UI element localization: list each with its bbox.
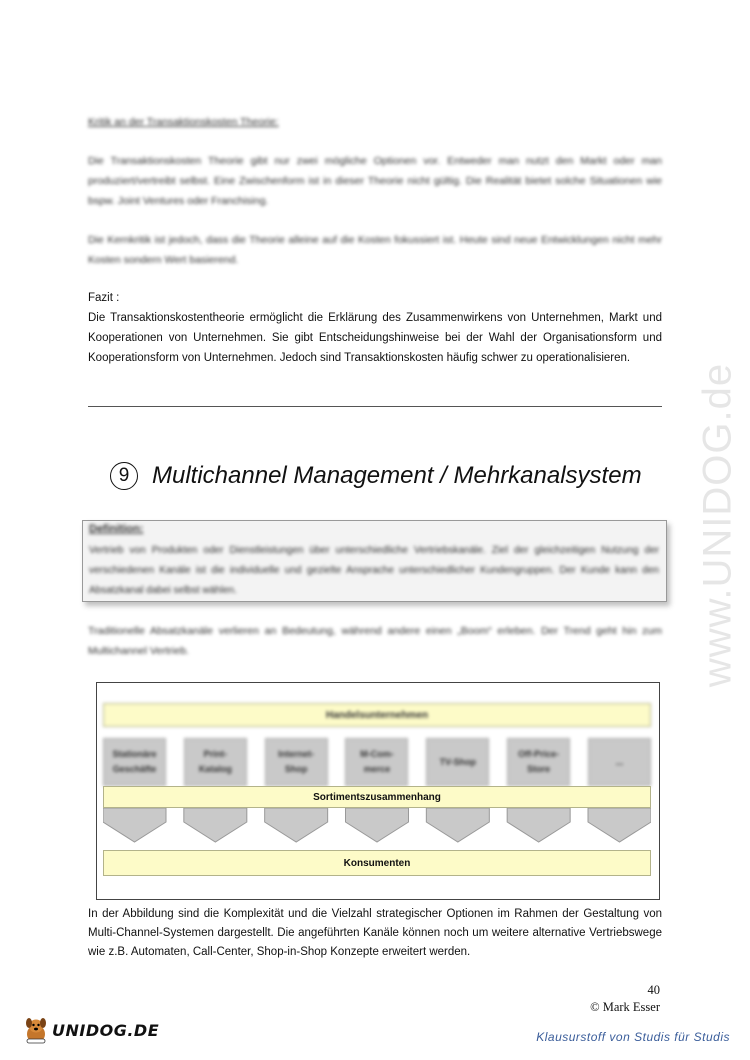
channel-chevron [184,808,247,842]
site-watermark: www.UNIDOG.de [695,362,740,688]
channel-cell: Off-Price- Store [507,738,570,786]
channel-cell: ... [588,738,651,786]
diagram-middle-bar: Sortimentszusammenhang [103,786,651,808]
unidog-logo [22,1015,159,1045]
logo-text: UNIDOG.DE [52,1020,160,1040]
footer-tagline: Klausurstoff von Studis für Studis [536,1030,730,1044]
page-number: 40 [647,983,660,997]
section-number: 9 [110,462,138,490]
channel-chevron [507,808,570,842]
channel-chevron [426,808,489,842]
diagram-bottom-bar: Konsumenten [103,850,651,876]
channel-cell: TV-Shop [426,738,489,786]
channel-cell: M-Com- merce [345,738,408,786]
channel-cells [103,738,651,786]
fazit-block [88,288,662,368]
section-divider [88,406,662,407]
channel-cell: Print- Katalog [184,738,247,786]
fazit-label: Fazit : [88,292,120,304]
diagram-top-bar: Handelsunternehmen [103,703,651,727]
blurred-critique-paragraph-1: Die Transaktionskosten Theorie gibt nur zwei mögliche Optionen vor. Entweder man nutzt den Markt oder man produziert/vertreibt selbst. Eine Zwischenform ist in dieser Theorie nicht gültig. Die Realität bietet solche Situationen wie bspw. Joint Ventures oder Franchising. [88,155,662,207]
blurred-intro-paragraph: Traditionelle Absatzkanäle verlieren an Bedeutung, während andere einen „Boom“ erleben. Der Trend geht hin zum Multichannel Vertrieb. [88,625,662,657]
channel-chevron [588,808,651,842]
blurred-critique-heading: Kritik an der Transaktionskosten Theorie: [88,116,279,128]
page-footer [590,982,660,1016]
copyright: © Mark Esser [590,1000,660,1014]
definition-box [82,520,667,602]
definition-text: Vertrieb von Produkten oder Dienstleistungen über unterschiedliche Vertriebskanäle. Ziel der gleichzeitigen Nutzung der verschiedenen Kanäle ist die individuelle und gezielte Ansprache unterschiedlicher Kundengruppen. Der Kunde kann den Absatzkanal dabei selbst wählen. [89,545,659,596]
multichannel-diagram [96,682,660,900]
channel-chevron [265,808,328,842]
channel-chevrons [103,808,651,844]
channel-cell: Stationäre Geschäfte [103,738,166,786]
dog-mascot-icon [22,1015,50,1045]
channel-chevron [346,808,409,842]
section-heading [110,462,642,490]
closing-paragraph: In der Abbildung sind die Komplexität und die Vielzahl strategischer Optionen im Rahmen der Gestaltung von Multi-Channel-Systemen dargestellt. Die angeführten Kanäle können noch um weitere alternative Vertriebswege wie z.B. Automaten, Call-Center, Shop-in-Shop Konzepte erweitert werden. [88,908,662,958]
section-title: Multichannel Management / Mehrkanalsystem [152,462,642,489]
fazit-text: Die Transaktionskostentheorie ermöglicht die Erklärung des Zusammenwirkens von Unternehmen, Markt und Kooperationen von Unternehmen. Sie gibt Entscheidungshinweise bei der Wahl der Organisationsform und Kooperationsform von Unternehmen. Jedoch sind Transaktionskosten häufig schwer zu operationalisieren. [88,312,662,364]
channel-cell: Internet- Shop [265,738,328,786]
definition-title: Definition: [89,523,144,535]
blurred-critique-paragraph-2: Die Kernkritik ist jedoch, dass die Theorie alleine auf die Kosten fokussiert ist. Heute sind neue Entwicklungen nicht mehr Kosten sondern Wert basierend. [88,234,662,266]
channel-chevron [103,808,166,842]
